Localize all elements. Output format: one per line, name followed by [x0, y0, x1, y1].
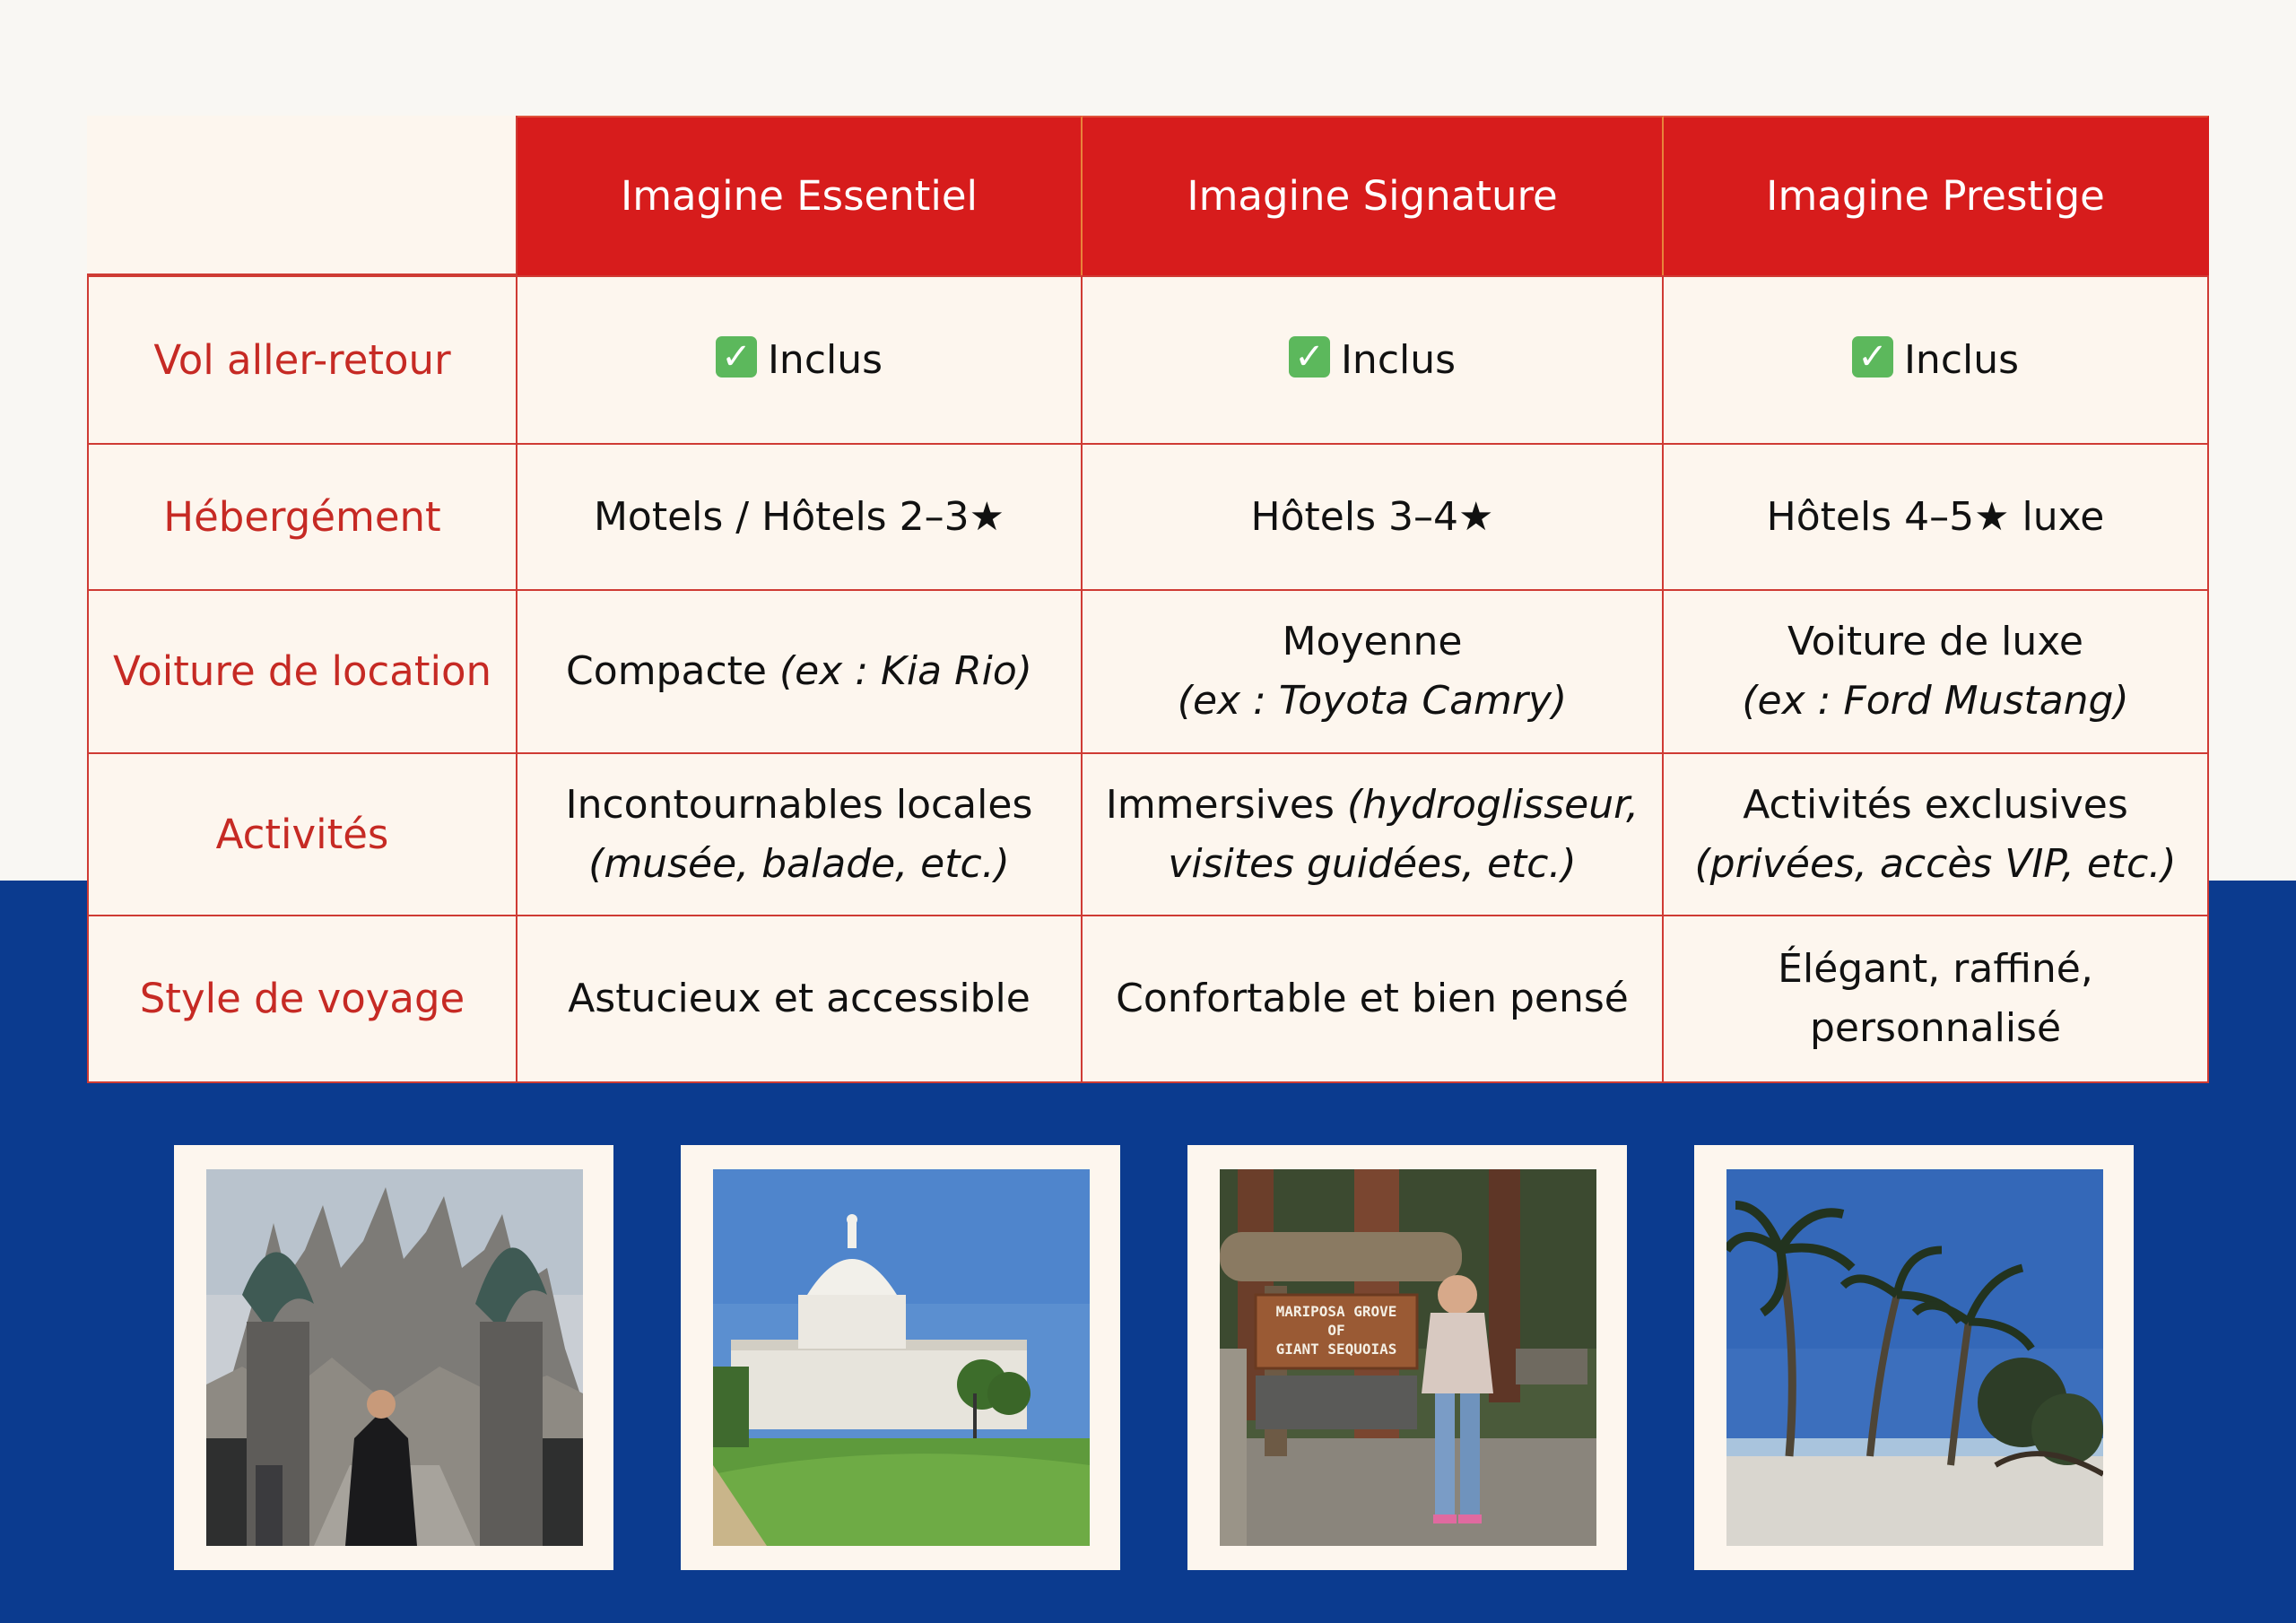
cell-note: (ex : Ford Mustang) — [1742, 678, 2129, 724]
cell-note: (musée, balade, etc.) — [588, 840, 1010, 887]
cell-text: Compacte — [566, 648, 767, 694]
row-label-text: Hébergément — [163, 492, 441, 541]
row-label-text: Style de voyage — [139, 975, 465, 1022]
cell-activites-essentiel — [517, 754, 1083, 916]
row-label-voiture — [87, 591, 517, 754]
capitol-illustration — [713, 1169, 1090, 1546]
row-label-text: Vol aller-retour — [153, 335, 451, 384]
cell-note: (ex : Toyota Camry) — [1177, 678, 1568, 724]
header-signature-label: Imagine Signature — [1187, 172, 1558, 220]
check-icon: ✓ — [1852, 336, 1893, 378]
cell-text: Hôtels 4–5★ luxe — [1766, 493, 2105, 540]
photo-frame-castle — [174, 1145, 613, 1570]
cell-note: visites guidées, etc.) — [1168, 840, 1577, 887]
header-essentiel — [517, 116, 1083, 275]
cell-text: Moyenne — [1282, 619, 1463, 664]
photo-frame-sequoias — [1187, 1145, 1627, 1570]
photo-frame-palms — [1694, 1145, 2134, 1570]
comparison-table — [87, 116, 2209, 1083]
header-prestige-label: Imagine Prestige — [1766, 172, 2105, 220]
cell-text: Inclus — [767, 336, 883, 383]
header-essentiel-label: Imagine Essentiel — [620, 172, 978, 220]
row-label-hebergement — [87, 445, 517, 591]
cell-text: Incontournables locales — [565, 781, 1033, 828]
header-prestige — [1664, 116, 2209, 275]
sign-line-3: GIANT SEQUOIAS — [1275, 1341, 1397, 1358]
photo-frame-capitol — [681, 1145, 1120, 1570]
cell-activites-prestige — [1664, 754, 2209, 916]
cell-style-prestige — [1664, 916, 2209, 1083]
row-label-activites — [87, 754, 517, 916]
row-label-text: Voiture de location — [112, 647, 492, 695]
cell-vol-prestige — [1664, 275, 2209, 445]
cell-text: Motels / Hôtels 2–3★ — [593, 493, 1005, 540]
cell-voiture-prestige — [1664, 591, 2209, 754]
cell-text: Confortable et bien pensé — [1116, 976, 1629, 1021]
photo-sequoias — [1220, 1169, 1596, 1546]
cell-note: (privées, accès VIP, etc.) — [1694, 840, 2177, 887]
cell-activites-signature — [1083, 754, 1664, 916]
cell-text: personnalisé — [1809, 1005, 2062, 1051]
castle-illustration — [206, 1169, 583, 1546]
row-label-text: Activités — [215, 810, 389, 858]
photo-palms — [1726, 1169, 2103, 1546]
cell-voiture-essentiel — [517, 591, 1083, 754]
check-icon: ✓ — [1289, 336, 1330, 378]
cell-hebergement-signature — [1083, 445, 1664, 591]
cell-text: Immersives — [1105, 781, 1335, 828]
cell-text: Inclus — [1340, 336, 1457, 383]
cell-vol-essentiel — [517, 275, 1083, 445]
cell-text: Élégant, raffiné, — [1778, 946, 2093, 992]
cell-style-signature — [1083, 916, 1664, 1083]
table-corner — [87, 116, 517, 275]
cell-note: (ex : Kia Rio) — [778, 648, 1032, 694]
cell-voiture-signature — [1083, 591, 1664, 754]
photo-capitol — [713, 1169, 1090, 1546]
row-label-style — [87, 916, 517, 1083]
cell-vol-signature — [1083, 275, 1664, 445]
cell-note: (hydroglisseur, — [1346, 781, 1639, 828]
sign-line-1: MARIPOSA GROVE — [1275, 1303, 1397, 1320]
cell-text: Hôtels 3–4★ — [1250, 493, 1494, 540]
row-label-vol — [87, 275, 517, 445]
cell-text: Voiture de luxe — [1787, 619, 2083, 664]
palm-illustration — [1726, 1169, 2103, 1546]
cell-text: Inclus — [1903, 336, 2020, 383]
header-signature — [1083, 116, 1664, 275]
cell-style-essentiel — [517, 916, 1083, 1083]
cell-text: Astucieux et accessible — [568, 976, 1031, 1021]
photo-castle — [206, 1169, 583, 1546]
sign-line-2: OF — [1327, 1322, 1345, 1339]
check-icon: ✓ — [716, 336, 757, 378]
cell-hebergement-prestige — [1664, 445, 2209, 591]
sequoia-illustration — [1220, 1169, 1596, 1546]
cell-hebergement-essentiel — [517, 445, 1083, 591]
cell-text: Activités exclusives — [1743, 781, 2128, 828]
